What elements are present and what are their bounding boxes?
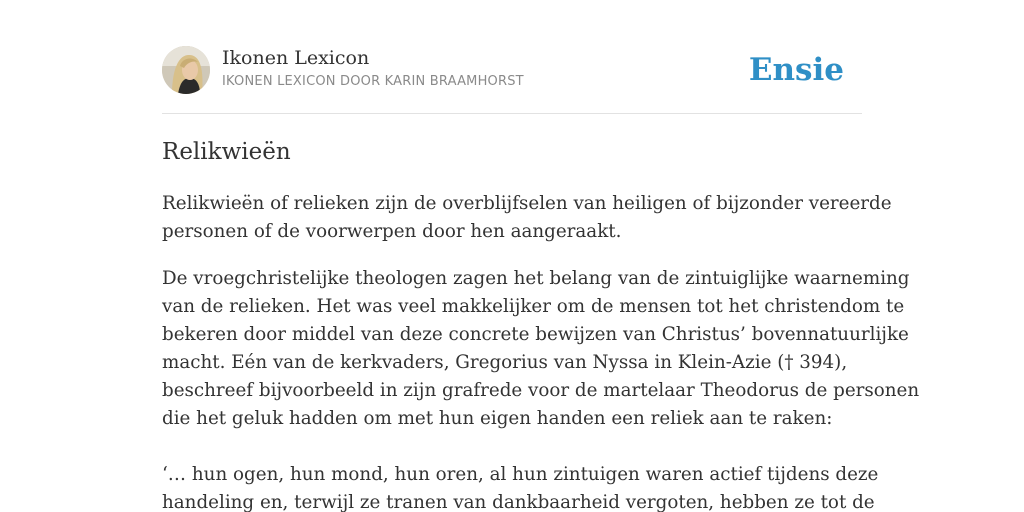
paragraph-2 <box>162 265 920 433</box>
author-subtitle: IKONEN LEXICON DOOR KARIN BRAAMHORST <box>222 74 524 89</box>
paragraph-line: handeling en, terwijl ze tranen van dankbaarheid vergoten, hebben ze tot de <box>162 492 875 512</box>
ensie-logo[interactable]: Ensie <box>748 52 844 88</box>
paragraph-line: ‘… hun ogen, hun mond, hun oren, al hun zintuigen waren actief tijdens deze <box>162 464 879 485</box>
paragraph-line: personen of de voorwerpen door hen aangeraakt. <box>162 221 622 242</box>
paragraph-3-quote <box>162 461 879 512</box>
paragraph-line: Relikwieën of relieken zijn de overblijfselen van heiligen of bijzonder vereerde <box>162 193 892 214</box>
paragraph-line: die het geluk hadden om met hun eigen handen een reliek aan te raken: <box>162 408 833 429</box>
author-name[interactable]: Ikonen Lexicon <box>222 47 370 69</box>
paragraph-1 <box>162 190 892 246</box>
article-title: Relikwieën <box>162 139 291 165</box>
paragraph-line: van de relieken. Het was veel makkelijker om de mensen tot het christendom te <box>162 296 905 317</box>
paragraph-line: bekeren door middel van deze concrete bewijzen van Christus’ bovennatuurlijke <box>162 324 909 345</box>
paragraph-line: macht. Eén van de kerkvaders, Gregorius van Nyssa in Klein-Azie († 394), <box>162 352 848 373</box>
author-avatar[interactable] <box>162 46 210 94</box>
avatar-image <box>162 46 210 94</box>
author-header <box>162 46 862 96</box>
paragraph-line: beschreef bijvoorbeeld in zijn grafrede voor de martelaar Theodorus de personen <box>162 380 920 401</box>
paragraph-line: De vroegchristelijke theologen zagen het belang van de zintuiglijke waarneming <box>162 268 910 289</box>
header-divider <box>162 113 862 114</box>
